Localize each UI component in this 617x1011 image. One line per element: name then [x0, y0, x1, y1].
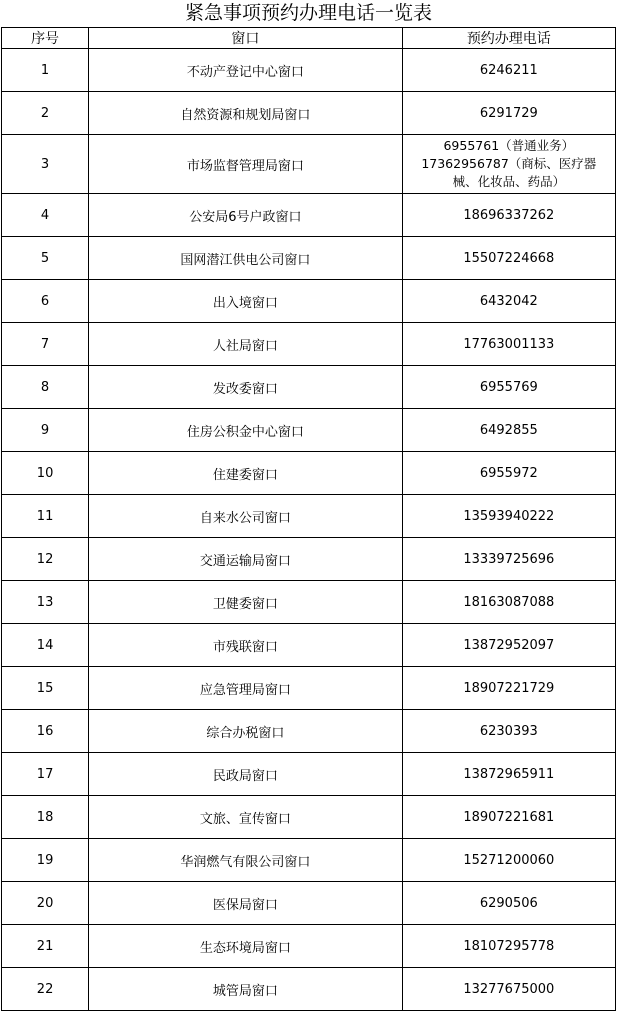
table-body: [2, 28, 616, 1011]
window-name: 应急管理局窗口: [89, 667, 403, 710]
window-name: 住房公积金中心窗口: [89, 409, 403, 452]
window-name: 文旅、宣传窗口: [89, 796, 403, 839]
phone-number: 15271200060: [402, 839, 615, 882]
window-name: 人社局窗口: [89, 323, 403, 366]
row-number: 15: [2, 667, 89, 710]
row-number: 5: [2, 237, 89, 280]
window-name: 生态环境局窗口: [89, 925, 403, 968]
row-number: 20: [2, 882, 89, 925]
phone-number: 13593940222: [402, 495, 615, 538]
row-number: 7: [2, 323, 89, 366]
table-row: [2, 538, 616, 581]
phone-number: 6230393: [402, 710, 615, 753]
row-number: 4: [2, 194, 89, 237]
table-row: [2, 710, 616, 753]
table-row: [2, 237, 616, 280]
phone-number: 18907221681: [402, 796, 615, 839]
table-row: [2, 366, 616, 409]
phone-line: 17362956787（商标、医疗器: [421, 156, 597, 171]
table-row: [2, 624, 616, 667]
phone-number: 18696337262: [402, 194, 615, 237]
window-name: 交通运输局窗口: [89, 538, 403, 581]
table-row: [2, 135, 616, 194]
header-window: 窗口: [89, 28, 403, 49]
row-number: 21: [2, 925, 89, 968]
table-header-row: [2, 28, 616, 49]
row-number: 14: [2, 624, 89, 667]
header-no: 序号: [2, 28, 89, 49]
phone-number: 6246211: [402, 49, 615, 92]
table-row: [2, 882, 616, 925]
row-number: 18: [2, 796, 89, 839]
phone-number: 6492855: [402, 409, 615, 452]
table-row: [2, 753, 616, 796]
table-row: [2, 452, 616, 495]
table-row: [2, 409, 616, 452]
window-name: 出入境窗口: [89, 280, 403, 323]
row-number: 6: [2, 280, 89, 323]
phone-line: 械、化妆品、药品）: [452, 174, 566, 189]
row-number: 19: [2, 839, 89, 882]
table-row: [2, 581, 616, 624]
table-row: [2, 925, 616, 968]
row-number: 16: [2, 710, 89, 753]
row-number: 8: [2, 366, 89, 409]
contact-table: [1, 27, 616, 1011]
row-number: 9: [2, 409, 89, 452]
phone-number: [402, 135, 615, 194]
phone-number: 6291729: [402, 92, 615, 135]
window-name: 国网潜江供电公司窗口: [89, 237, 403, 280]
window-name: 发改委窗口: [89, 366, 403, 409]
table-row: [2, 968, 616, 1011]
row-number: 17: [2, 753, 89, 796]
window-name: 住建委窗口: [89, 452, 403, 495]
window-name: 市残联窗口: [89, 624, 403, 667]
page-title: 紧急事项预约办理电话一览表: [184, 2, 432, 24]
table-row: [2, 323, 616, 366]
phone-number: 18107295778: [402, 925, 615, 968]
phone-number: 13339725696: [402, 538, 615, 581]
table-row: [2, 796, 616, 839]
phone-number: 18907221729: [402, 667, 615, 710]
row-number: 11: [2, 495, 89, 538]
row-number: 2: [2, 92, 89, 135]
phone-number: 13872952097: [402, 624, 615, 667]
window-name: 自来水公司窗口: [89, 495, 403, 538]
window-name: 不动产登记中心窗口: [89, 49, 403, 92]
phone-number: 6290506: [402, 882, 615, 925]
phone-number: 6955769: [402, 366, 615, 409]
row-number: 1: [2, 49, 89, 92]
table-row: [2, 839, 616, 882]
phone-number: 6432042: [402, 280, 615, 323]
table-row: [2, 92, 616, 135]
phone-number: 13872965911: [402, 753, 615, 796]
phone-number: 13277675000: [402, 968, 615, 1011]
window-name: 华润燃气有限公司窗口: [89, 839, 403, 882]
phone-number: 17763001133: [402, 323, 615, 366]
phone-number: 6955972: [402, 452, 615, 495]
window-name: 综合办税窗口: [89, 710, 403, 753]
row-number: 12: [2, 538, 89, 581]
window-name: 民政局窗口: [89, 753, 403, 796]
window-name: 卫健委窗口: [89, 581, 403, 624]
table-row: [2, 49, 616, 92]
row-number: 13: [2, 581, 89, 624]
window-name: 城管局窗口: [89, 968, 403, 1011]
table-row: [2, 495, 616, 538]
window-name: 医保局窗口: [89, 882, 403, 925]
table-row: [2, 194, 616, 237]
table-row: [2, 667, 616, 710]
phone-line: 6955761（普通业务）: [443, 138, 575, 153]
window-name: 市场监督管理局窗口: [89, 135, 403, 194]
table-row: [2, 280, 616, 323]
row-number: 22: [2, 968, 89, 1011]
phone-number: 18163087088: [402, 581, 615, 624]
row-number: 3: [2, 135, 89, 194]
header-phone: 预约办理电话: [402, 28, 615, 49]
window-name: 自然资源和规划局窗口: [89, 92, 403, 135]
window-name: 公安局6号户政窗口: [89, 194, 403, 237]
row-number: 10: [2, 452, 89, 495]
phone-number: 15507224668: [402, 237, 615, 280]
